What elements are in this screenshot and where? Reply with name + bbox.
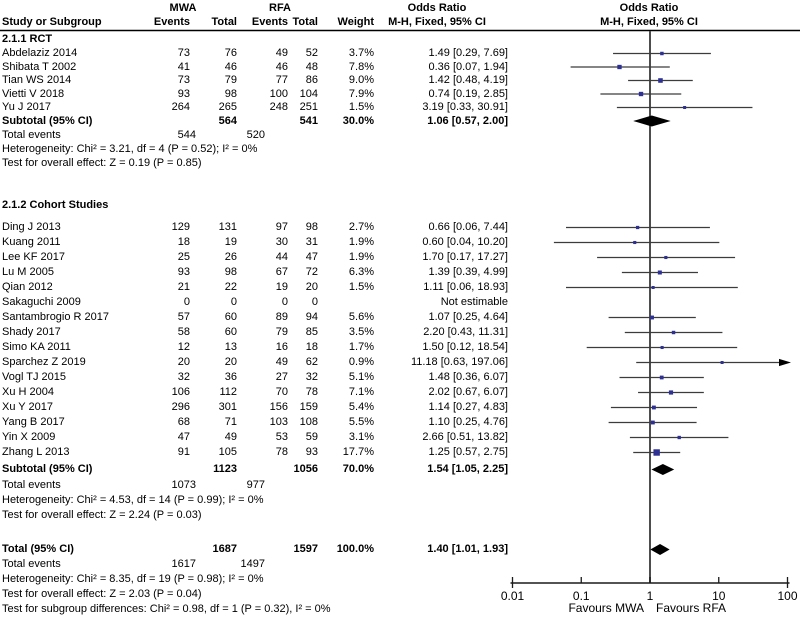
- rfa-total-value: 78: [305, 386, 318, 398]
- footnote: Heterogeneity: Chi² = 4.53, df = 14 (P = 0.99); I² = 0%: [2, 494, 264, 506]
- weight-value: 17.7%: [342, 446, 374, 458]
- mwa-total-value: 46: [224, 60, 237, 73]
- mwa-events-value: 21: [177, 281, 190, 293]
- mwa-events-header: Events: [153, 16, 190, 28]
- mwa-total-value: 79: [224, 74, 237, 86]
- rfa-events-value: 0: [281, 296, 288, 308]
- point-estimate-marker: [672, 331, 675, 334]
- point-estimate-marker: [664, 256, 667, 259]
- point-estimate-marker: [661, 346, 664, 349]
- rfa-events-value: 49: [275, 47, 288, 59]
- rfa-total-value: 159: [299, 401, 318, 413]
- mwa-total-value: 36: [224, 371, 237, 383]
- or-ci-text: 3.19 [0.33, 30.91]: [422, 101, 508, 113]
- mwa-events-value: 25: [177, 251, 190, 263]
- footnote: Test for overall effect: Z = 2.24 (P = 0.03): [2, 509, 202, 521]
- mwa-total-value: 22: [224, 281, 237, 293]
- or-ci-text: 1.25 [0.57, 2.75]: [428, 446, 508, 458]
- mwa-total-value: 0: [230, 296, 237, 308]
- point-estimate-marker: [658, 270, 662, 274]
- or-ci-text: 0.66 [0.06, 7.44]: [428, 221, 508, 233]
- total-events-label: Total events: [2, 128, 61, 141]
- rfa-total-value: 52: [305, 47, 318, 59]
- mwa-total-value: 60: [224, 311, 237, 323]
- total-rfa-total: 1597: [293, 543, 318, 555]
- point-estimate-marker: [660, 52, 663, 55]
- study-label: Santambrogio R 2017: [2, 311, 110, 323]
- study-label: Yin X 2009: [2, 431, 56, 443]
- study-label: Abdelaziz 2014: [2, 47, 78, 59]
- subtotal-diamond: [651, 464, 674, 475]
- grand-total-events-mwa: 1617: [171, 558, 196, 570]
- study-label: Shady 2017: [2, 326, 61, 338]
- study-label: Vietti V 2018: [2, 87, 65, 100]
- mwa-events-value: 93: [177, 266, 190, 278]
- mwa-total-value: 265: [218, 101, 237, 113]
- study-label: Tian WS 2014: [2, 74, 72, 86]
- study-label: Xu H 2004: [2, 386, 54, 398]
- weight-value: 1.5%: [348, 101, 374, 113]
- rfa-events-value: 97: [275, 221, 288, 233]
- study-label: Lee KF 2017: [2, 251, 65, 263]
- mwa-total-value: 71: [224, 416, 237, 428]
- weight-value: 3.5%: [348, 326, 374, 338]
- total-or-ci: 1.40 [1.01, 1.93]: [427, 543, 508, 555]
- mwa-total-value: 112: [219, 386, 237, 398]
- or-ci-text: 1.49 [0.29, 7.69]: [428, 47, 508, 59]
- or-ci-text: 0.74 [0.19, 2.85]: [428, 87, 508, 100]
- subtotal-label: Subtotal (95% CI): [2, 114, 93, 127]
- ci-arrow-right-icon: [779, 359, 791, 366]
- rfa-total-value: 72: [305, 266, 318, 278]
- mwa-events-value: 12: [177, 341, 190, 353]
- weight-value: 7.8%: [348, 60, 374, 73]
- rfa-events-value: 67: [275, 266, 288, 278]
- mwa-events-value: 0: [183, 296, 190, 308]
- point-estimate-marker: [721, 361, 724, 364]
- total-weight: 100.0%: [336, 543, 374, 555]
- study-label: Kuang 2011: [2, 236, 61, 248]
- point-estimate-marker: [683, 106, 686, 109]
- rfa-events-value: 100: [269, 87, 288, 100]
- point-estimate-marker: [660, 376, 664, 380]
- footnote: Test for overall effect: Z = 2.03 (P = 0.04): [2, 588, 202, 600]
- point-estimate-marker: [650, 316, 654, 320]
- study-label: Sparchez Z 2019: [2, 356, 86, 368]
- or-ci-text: 1.14 [0.27, 4.83]: [428, 401, 508, 413]
- rfa-total-value: 0: [311, 296, 318, 308]
- point-estimate-marker: [652, 406, 656, 410]
- study-label: Sakaguchi 2009: [2, 296, 81, 308]
- weight-value: 5.6%: [348, 311, 374, 323]
- mwa-total-header: Total: [211, 16, 237, 28]
- weight-value: 5.5%: [348, 416, 374, 428]
- mwa-events-value: 57: [177, 311, 190, 323]
- mwa-events-value: 58: [177, 326, 190, 338]
- mwa-total-value: 76: [224, 47, 237, 59]
- section-title: 2.1.1 RCT: [2, 33, 53, 45]
- rfa-total-value: 18: [305, 341, 318, 353]
- point-estimate-marker: [651, 421, 655, 425]
- weight-value: 9.0%: [348, 74, 374, 86]
- study-label: Xu Y 2017: [2, 401, 53, 413]
- subtotal-weight: 70.0%: [342, 463, 374, 475]
- study-column-header: Study or Subgroup: [2, 16, 102, 28]
- subtotal-rfa-total: 541: [299, 114, 318, 127]
- weight-value: 1.7%: [348, 341, 374, 353]
- point-estimate-marker: [633, 241, 636, 244]
- total-diamond: [650, 544, 669, 555]
- plot-column-subtitle: M-H, Fixed, 95% CI: [600, 16, 698, 28]
- point-estimate-marker: [617, 65, 621, 69]
- weight-value: 7.1%: [348, 386, 374, 398]
- grand-total-events-label: Total events: [2, 558, 61, 570]
- or-ci-text: 1.50 [0.12, 18.54]: [422, 341, 508, 353]
- mwa-events-value: 18: [177, 236, 190, 248]
- weight-value: 2.7%: [348, 221, 374, 233]
- rfa-events-value: 89: [275, 311, 288, 323]
- total-events-mwa: 1073: [171, 479, 196, 491]
- rfa-total-value: 94: [305, 311, 318, 323]
- footnote: Heterogeneity: Chi² = 8.35, df = 19 (P = 0.98); I² = 0%: [2, 573, 264, 585]
- mwa-total-value: 98: [224, 87, 237, 100]
- mwa-total-value: 20: [224, 356, 237, 368]
- rfa-total-value: 108: [299, 416, 318, 428]
- rfa-total-value: 98: [305, 221, 318, 233]
- mwa-total-value: 19: [224, 236, 237, 248]
- axis-tick-label: 100: [777, 589, 798, 603]
- rfa-total-value: 86: [305, 74, 318, 86]
- point-estimate-marker: [636, 226, 639, 229]
- rfa-events-value: 30: [275, 236, 288, 248]
- rfa-total-value: 85: [305, 326, 318, 338]
- subtotal-rfa-total: 1056: [293, 463, 318, 475]
- total-events-rfa: 520: [246, 128, 265, 141]
- rfa-events-value: 16: [275, 341, 288, 353]
- rfa-events-value: 78: [275, 446, 288, 458]
- or-ci-text: 0.36 [0.07, 1.94]: [428, 60, 508, 73]
- rfa-events-value: 248: [269, 101, 288, 113]
- or-column-title: Odds Ratio: [407, 2, 467, 14]
- study-label: Yu J 2017: [2, 101, 51, 113]
- weight-value: 6.3%: [348, 266, 374, 278]
- weight-value: 5.1%: [348, 371, 374, 383]
- subtotal-diamond: [633, 116, 670, 127]
- weight-value: 3.1%: [348, 431, 374, 443]
- footnote: Heterogeneity: Chi² = 3.21, df = 4 (P = 0.52); I² = 0%: [2, 142, 258, 155]
- point-estimate-marker: [652, 286, 655, 289]
- study-label: Yang B 2017: [2, 416, 65, 428]
- weight-header: Weight: [337, 16, 374, 28]
- subtotal-mwa-total: 564: [218, 114, 237, 127]
- total-events-mwa: 544: [177, 128, 196, 141]
- or-ci-text: 1.42 [0.48, 4.19]: [428, 74, 508, 86]
- rfa-events-value: 77: [275, 74, 288, 86]
- rfa-events-value: 46: [275, 60, 288, 73]
- or-ci-text: 1.39 [0.39, 4.99]: [428, 266, 508, 278]
- mwa-events-value: 296: [171, 401, 190, 413]
- rfa-total-value: 251: [299, 101, 318, 113]
- mwa-events-value: 93: [177, 87, 190, 100]
- or-ci-text: 1.07 [0.25, 4.64]: [428, 311, 508, 323]
- rfa-events-value: 53: [275, 431, 288, 443]
- rfa-total-value: 31: [305, 236, 318, 248]
- rfa-total-value: 32: [305, 371, 318, 383]
- section-title: 2.1.2 Cohort Studies: [2, 199, 109, 211]
- or-ci-text: 1.11 [0.06, 18.93]: [423, 281, 508, 293]
- group-rfa-label: RFA: [269, 2, 291, 14]
- mwa-events-value: 32: [177, 371, 190, 383]
- rfa-events-value: 70: [275, 386, 288, 398]
- mwa-total-value: 301: [218, 401, 237, 413]
- axis-tick-label: 0.01: [500, 589, 525, 603]
- or-ci-text: 11.18 [0.63, 197.06]: [410, 356, 508, 368]
- rfa-events-value: 103: [269, 416, 288, 428]
- or-ci-text: 1.48 [0.36, 6.07]: [428, 371, 508, 383]
- mwa-events-value: 264: [171, 101, 190, 113]
- rfa-events-value: 19: [275, 281, 288, 293]
- rfa-events-value: 156: [269, 401, 288, 413]
- rfa-total-value: 93: [305, 446, 318, 458]
- or-ci-text: 1.70 [0.17, 17.27]: [422, 251, 508, 263]
- mwa-events-value: 73: [177, 47, 190, 59]
- point-estimate-marker: [678, 436, 681, 439]
- weight-value: 7.9%: [348, 87, 374, 100]
- rfa-events-value: 44: [275, 251, 288, 263]
- axis-tick-label: 1: [646, 589, 654, 603]
- footnote: Test for subgroup differences: Chi² = 0.98, df = 1 (P = 0.32), I² = 0%: [2, 603, 331, 615]
- weight-value: 1.9%: [348, 236, 374, 248]
- mwa-events-value: 106: [171, 386, 190, 398]
- total-label: Total (95% CI): [2, 543, 74, 555]
- axis-tick-label: 10: [712, 589, 726, 603]
- mwa-events-value: 73: [177, 74, 190, 86]
- favours-left-label: Favours MWA: [568, 601, 644, 615]
- point-estimate-marker: [658, 78, 663, 83]
- rfa-total-value: 59: [305, 431, 318, 443]
- grand-total-events-rfa: 1497: [240, 558, 265, 570]
- weight-value: 0.9%: [348, 356, 374, 368]
- or-ci-text: 1.10 [0.25, 4.76]: [428, 416, 508, 428]
- weight-value: 1.5%: [348, 281, 374, 293]
- mwa-events-value: 129: [171, 221, 190, 233]
- study-label: Ding J 2013: [2, 221, 61, 233]
- mwa-total-value: 98: [224, 266, 237, 278]
- rfa-total-value: 62: [305, 356, 318, 368]
- total-mwa-total: 1687: [212, 543, 237, 555]
- rfa-events-value: 27: [275, 371, 288, 383]
- weight-value: 5.4%: [348, 401, 374, 413]
- rfa-total-value: 20: [305, 281, 318, 293]
- study-label: Qian 2012: [2, 281, 53, 293]
- mwa-events-value: 91: [177, 446, 190, 458]
- rfa-total-header: Total: [292, 16, 318, 28]
- rfa-events-value: 79: [275, 326, 288, 338]
- mwa-total-value: 131: [218, 221, 237, 233]
- or-column-subtitle: M-H, Fixed, 95% CI: [388, 16, 486, 28]
- rfa-total-value: 48: [305, 60, 318, 73]
- rfa-events-value: 49: [275, 356, 288, 368]
- or-ci-text: 0.60 [0.04, 10.20]: [422, 236, 508, 248]
- rfa-events-header: Events: [251, 16, 288, 28]
- mwa-total-value: 49: [224, 431, 237, 443]
- mwa-events-value: 41: [177, 60, 190, 73]
- study-label: Vogl TJ 2015: [2, 371, 67, 383]
- weight-value: 3.7%: [348, 47, 374, 59]
- or-ci-text: 2.66 [0.51, 13.82]: [422, 431, 508, 443]
- study-label: Shibata T 2002: [2, 60, 77, 73]
- subtotal-weight: 30.0%: [342, 114, 374, 127]
- weight-value: 1.9%: [348, 251, 374, 263]
- study-label: Simo KA 2011: [2, 341, 71, 353]
- axis-tick-label: 0.1: [572, 589, 590, 603]
- mwa-events-value: 20: [177, 356, 190, 368]
- mwa-total-value: 60: [224, 326, 237, 338]
- subtotal-mwa-total: 1123: [213, 463, 237, 475]
- study-label: Lu M 2005: [2, 266, 54, 278]
- plot-column-title: Odds Ratio: [619, 2, 679, 14]
- subtotal-or-ci: 1.06 [0.57, 2.00]: [427, 114, 508, 127]
- total-events-rfa: 977: [246, 479, 265, 491]
- favours-right-label: Favours RFA: [656, 601, 727, 615]
- subtotal-or-ci: 1.54 [1.05, 2.25]: [427, 463, 508, 475]
- group-mwa-label: MWA: [169, 2, 197, 14]
- rfa-total-value: 104: [299, 87, 318, 100]
- study-label: Zhang L 2013: [2, 446, 70, 458]
- mwa-events-value: 68: [177, 416, 190, 428]
- or-ci-text: 2.02 [0.67, 6.07]: [428, 386, 508, 398]
- mwa-total-value: 26: [224, 251, 237, 263]
- point-estimate-marker: [669, 390, 673, 394]
- point-estimate-marker: [639, 92, 643, 96]
- rfa-total-value: 47: [305, 251, 318, 263]
- total-events-label: Total events: [2, 479, 61, 491]
- mwa-total-value: 13: [224, 341, 237, 353]
- mwa-total-value: 105: [218, 446, 237, 458]
- footnote: Test for overall effect: Z = 0.19 (P = 0.85): [2, 156, 202, 169]
- or-ci-text: 2.20 [0.43, 11.31]: [423, 326, 508, 338]
- or-ci-text: Not estimable: [440, 296, 508, 308]
- mwa-events-value: 47: [177, 431, 190, 443]
- point-estimate-marker: [653, 449, 659, 455]
- subtotal-label: Subtotal (95% CI): [2, 463, 93, 475]
